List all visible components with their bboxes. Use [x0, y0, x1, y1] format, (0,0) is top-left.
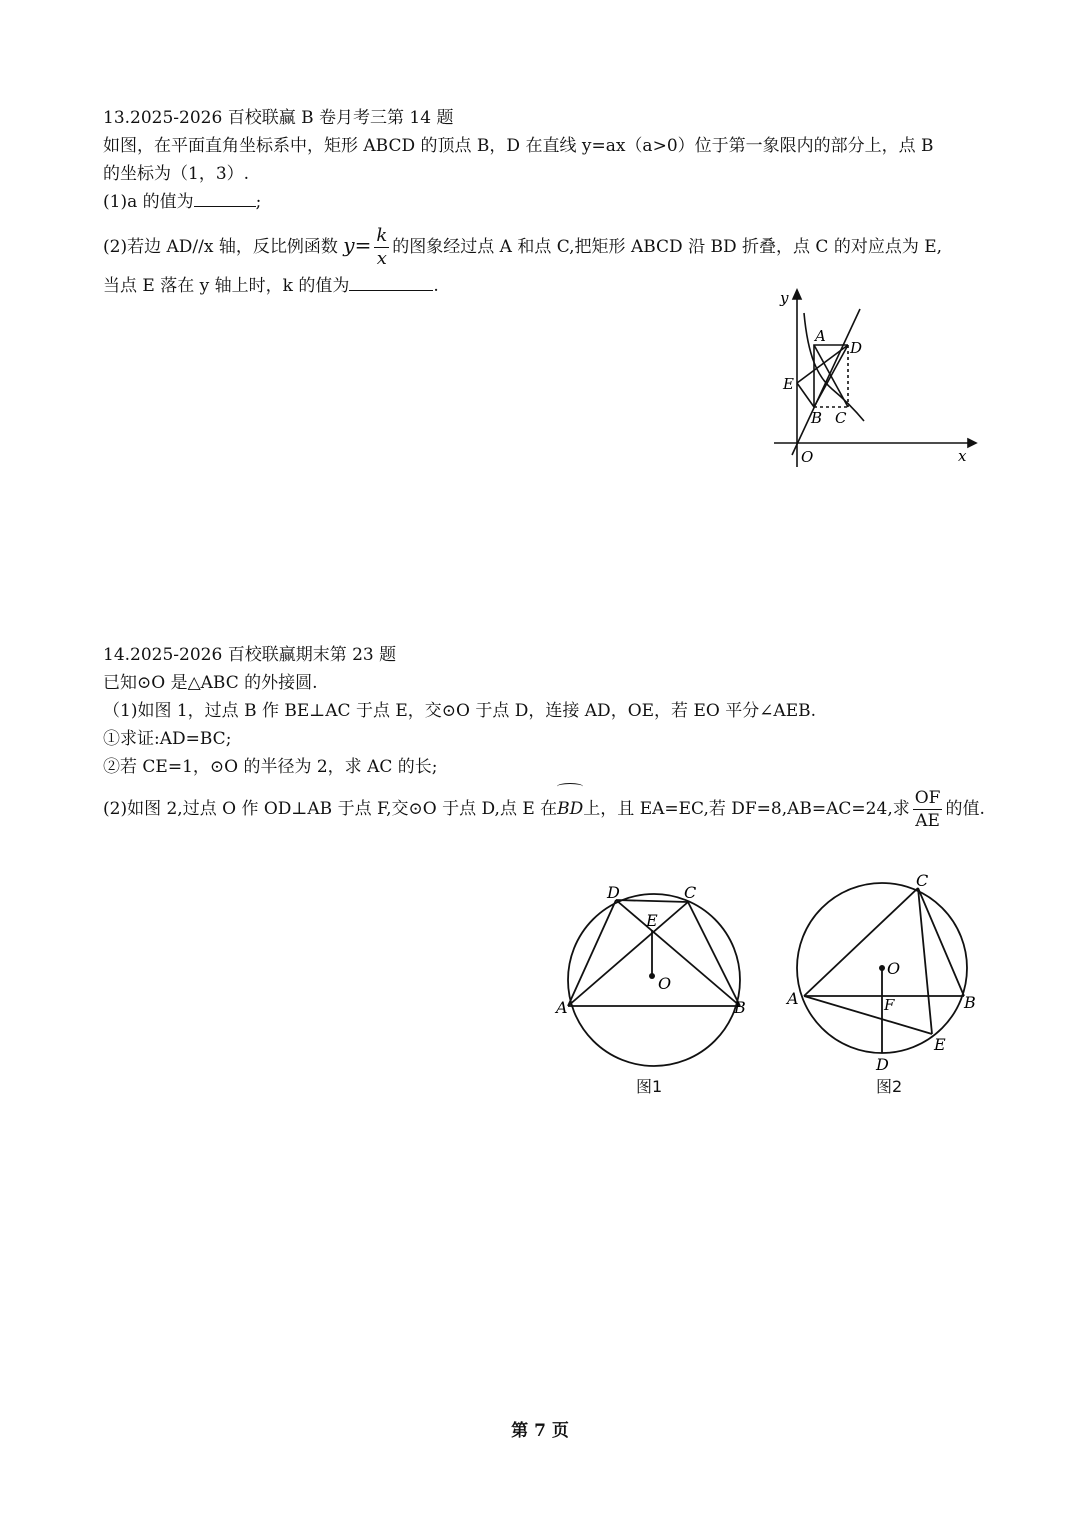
q13-coordinate-figure: [770, 285, 980, 475]
fig2-label-a: A: [787, 989, 799, 1008]
q14-part2-prefix: (2)如图 2,过点 O 作 OD⊥AB 于点 F,交⊙O 于点 D,点 E 在: [103, 799, 558, 819]
q14-line1: 已知⊙O 是△ABC 的外接圆.: [103, 673, 318, 693]
q13-part2-eq: =: [354, 233, 372, 257]
segment-be: [797, 383, 814, 407]
q13-part2: [103, 222, 942, 270]
fig2-label-c: C: [916, 872, 929, 890]
answer-blank-2: [349, 274, 433, 291]
q14-part2-suffix: 的值.: [945, 799, 985, 819]
segment-bd: [616, 900, 740, 1006]
q13-line2: 的坐标为（1，3）.: [103, 164, 250, 184]
q13-fraction: [374, 225, 389, 270]
x-axis-arrow: [968, 439, 976, 447]
fig1-label-c: C: [684, 883, 697, 902]
q13-fraction-num: k: [376, 225, 388, 246]
q13-part2-y: y: [343, 233, 355, 257]
label-y: y: [780, 289, 789, 307]
fig1-label-e: E: [646, 911, 658, 930]
q13-part2-line2-suffix: .: [433, 276, 439, 296]
answer-blank-1: [194, 190, 256, 207]
label-x: x: [958, 447, 967, 465]
q13-part1-prefix: (1)a 的值为: [103, 192, 194, 212]
fig2-label-e: E: [934, 1035, 946, 1054]
q14-line2: （1)如图 1，过点 B 作 BE⊥AC 于点 E，交⊙O 于点 D，连接 AD，OE，若 EO 平分∠AEB.: [103, 701, 817, 721]
q14-line3: ①求证:AD=BC;: [103, 729, 232, 749]
q13-fraction-den: x: [376, 248, 387, 269]
label-a: A: [815, 327, 826, 345]
point-o-fig1: [649, 973, 655, 979]
fig2-label-o: O: [887, 959, 901, 978]
segment-bc: [918, 888, 964, 996]
fig2-caption: 图2: [876, 1077, 903, 1096]
label-b: B: [811, 409, 823, 427]
fig1-label-o: O: [658, 974, 672, 993]
label-c: C: [835, 409, 847, 427]
fig1-caption: 图1: [636, 1077, 663, 1096]
q14-fraction-den: AE: [915, 811, 940, 831]
page-number: 第 7 页: [511, 1421, 569, 1441]
q14-fraction-num: OF: [914, 788, 941, 808]
q14-part2: [103, 786, 985, 832]
segment-ce: [918, 888, 932, 1034]
q13-part1: [103, 190, 261, 214]
label-d: D: [850, 339, 863, 357]
fig2-label-d: D: [876, 1055, 889, 1072]
q14-line4: ②若 CE=1，⊙O 的半径为 2，求 AC 的长;: [103, 757, 438, 777]
q13-title: 13.2025-2026 百校联赢 B 卷月考三第 14 题: [103, 108, 454, 128]
segment-ac: [804, 888, 918, 996]
arc-bd: BD: [557, 786, 583, 832]
q13-part1-suffix: ;: [255, 192, 262, 212]
q13-part2-line2: [103, 274, 439, 298]
point-o-fig2: [879, 965, 885, 971]
q14-figure-2: [782, 872, 992, 1072]
fig2-label-b: B: [964, 993, 976, 1012]
fig1-label-a: A: [556, 998, 568, 1017]
segment-dc: [616, 900, 688, 902]
fig2-label-f: F: [884, 996, 895, 1014]
q14-fraction: [913, 787, 943, 832]
segment-ad: [568, 900, 616, 1006]
q13-part2-prefix: (2)若边 AD//x 轴，反比例函数: [103, 237, 338, 257]
q14-figure-1: [550, 878, 760, 1070]
fig1-label-d: D: [607, 883, 620, 902]
q14-title: 14.2025-2026 百校联赢期末第 23 题: [103, 645, 397, 665]
q13-line1: 如图，在平面直角坐标系中，矩形 ABCD 的顶点 B，D 在直线 y=ax（a>0）位于第一象限内的部分上，点 B: [103, 136, 934, 156]
label-e: E: [783, 375, 794, 393]
label-o: O: [801, 448, 814, 466]
q13-part2-line2-prefix: 当点 E 落在 y 轴上时，k 的值为: [103, 276, 350, 296]
q14-part2-mid: 上，且 EA=EC,若 DF=8,AB=AC=24,求: [583, 799, 910, 819]
y-axis-arrow: [793, 290, 801, 299]
q13-part2-suffix: 的图象经过点 A 和点 C,把矩形 ABCD 沿 BD 折叠，点 C 的对应点为 E,: [392, 237, 943, 257]
fig1-label-b: B: [734, 998, 746, 1017]
